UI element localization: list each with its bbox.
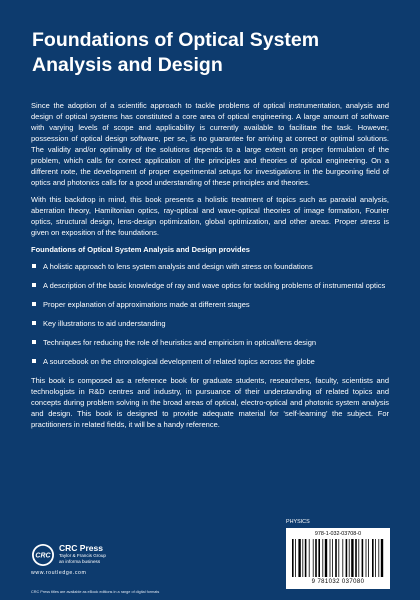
publisher-group bbox=[59, 553, 106, 564]
features-heading: Foundations of Optical System Analysis and Design provides bbox=[31, 245, 250, 254]
publisher-url[interactable]: www.routledge.com bbox=[31, 570, 87, 576]
blurb-paragraph-2: With this backdrop in mind, this book presents a holistic treatment of topics such as paraxial analysis, aberration theory, Hamiltonian optics, ray-optical and wave-optical theories of image formation, Fourier optics, structural design, lens-design optimization, global optimization, and other areas. Proper stress is given on exposition of the foundations. bbox=[31, 195, 389, 237]
features-list bbox=[31, 261, 389, 367]
isbn-bottom: 9 781032 037080 bbox=[311, 579, 365, 585]
publisher-block bbox=[31, 543, 231, 583]
closing-paragraph: This book is composed as a reference book for graduate students, researchers, faculty, scientists and technologists in R&D centres and industry, in pursuance of their understanding of related topics and concepts during problem solving in the broad areas of optical, electro-optical and photonic system analysis and design. This book is designed to provide adequate material for ‘self-learning’ the subject. For practitioners in related fields, it will be a handy reference. bbox=[31, 376, 389, 429]
feature-item: A holistic approach to lens system analysis and design with stress on foundations bbox=[31, 261, 389, 272]
barcode-area bbox=[286, 519, 390, 589]
publisher-business: an informa business bbox=[59, 558, 101, 564]
isbn-top: 978-1-032-03708-0 bbox=[314, 531, 362, 537]
title-line-2: Analysis and Design bbox=[32, 54, 223, 76]
feature-item: Proper explanation of approximations made at different stages bbox=[31, 299, 389, 310]
crc-logo-icon bbox=[31, 543, 55, 567]
blurb-paragraph-1: Since the adoption of a scientific approach to tackle problems of optical instrumentation, analysis and design of optical systems has constituted a core area of optical engineering. A large amount of software with varying levels of scope and applicability is currently available to facilitate the task. However, possession of optical design software, per se, is no guarantee for arriving at correct or optimal solutions. The validity and/or optimality of the solutions depends to a large extent on proper formulation of the problem, which calls for correct application of the principles and theories of optical engineering. On a different note, the development of proper experimental setups for investigations in the burgeoning field of optics and photonics calls for a good understanding of these principles and theories. bbox=[31, 101, 389, 187]
feature-item: A sourcebook on the chronological development of related topics across the globe bbox=[31, 356, 389, 367]
crc-logo-text: CRC bbox=[35, 552, 51, 560]
book-title bbox=[32, 28, 392, 78]
title-line-1: Foundations of Optical System bbox=[32, 29, 320, 51]
publisher-name: CRC Press bbox=[59, 543, 103, 553]
feature-item: Key illustrations to aid understanding bbox=[31, 318, 389, 329]
feature-item: A description of the basic knowledge of ray and wave optics for tackling problems of instrumental optics bbox=[31, 280, 389, 291]
barcode-box bbox=[286, 528, 390, 589]
barcode-icon bbox=[291, 539, 385, 579]
ebook-note: CRC Press titles are available as eBook editions in a range of digital formats bbox=[31, 590, 160, 594]
feature-item: Techniques for reducing the role of heuristics and empiricism in optical/lens design bbox=[31, 337, 389, 348]
blurb bbox=[31, 100, 389, 436]
publisher-group-name: Taylor & Francis Group bbox=[59, 553, 106, 558]
subject-label: PHYSICS bbox=[286, 519, 310, 525]
